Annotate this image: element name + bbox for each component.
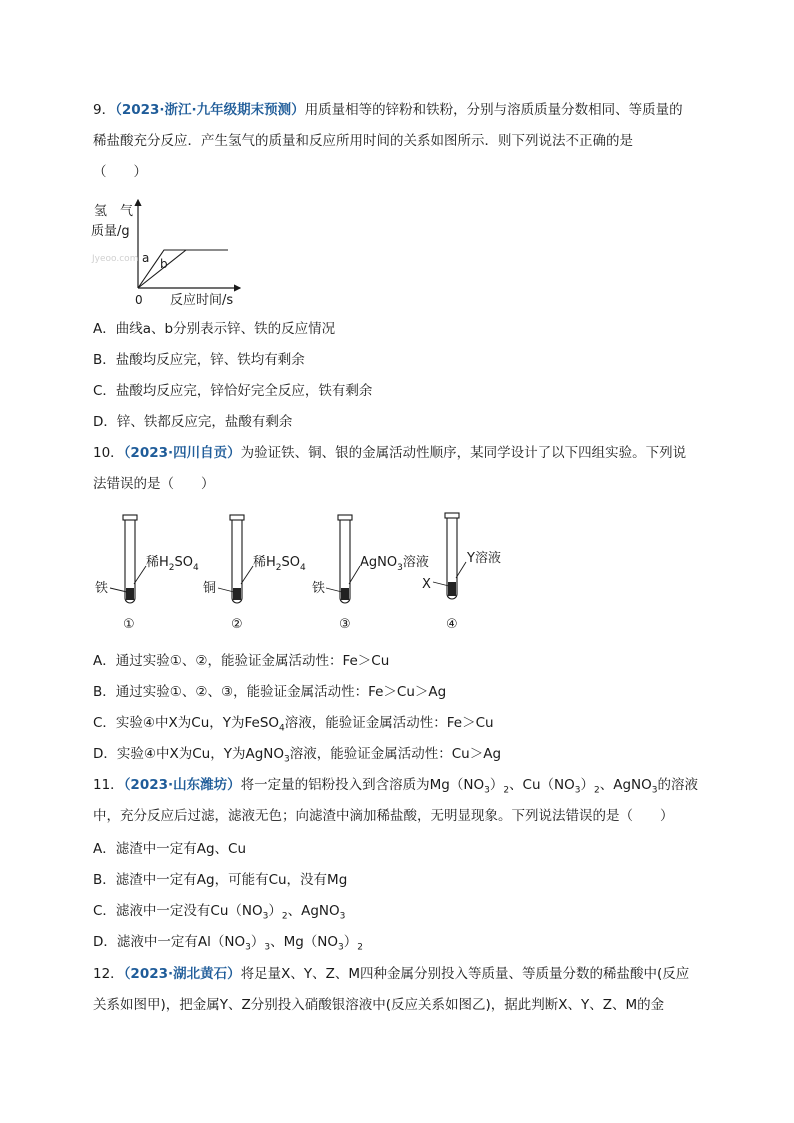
question-text: 、AgNO xyxy=(599,777,652,793)
subscript: 4 xyxy=(193,563,199,573)
subscript: 3 xyxy=(574,785,581,796)
svg-text:AgNO3溶液 xyxy=(360,554,429,573)
option-text: C．实验④中X为Cu，Y为FeSO xyxy=(93,715,280,731)
test-tube-4 xyxy=(422,513,501,632)
question-text: 将一定量的铝粉投入到含溶质为Mg（NO xyxy=(240,777,485,793)
q9-option-c: C．盐酸均反应完，锌恰好完全反应，铁有剩余 xyxy=(93,383,373,399)
solution-label-4: Y溶液 xyxy=(467,551,501,566)
question-text: 、Cu（NO xyxy=(509,777,575,793)
svg-text:稀H2SO4 xyxy=(146,554,199,573)
subscript: 3 xyxy=(339,911,346,922)
question-number: 10． xyxy=(93,445,124,461)
experiment-label-3: ③ xyxy=(339,617,351,632)
subscript: 3 xyxy=(262,911,269,922)
curve-a-line xyxy=(138,250,228,288)
subscript: 4 xyxy=(300,563,306,573)
subscript: 3 xyxy=(484,785,490,796)
question-text: ） xyxy=(489,777,504,793)
svg-text:稀H2SO4 xyxy=(253,554,306,573)
q9-line-1 xyxy=(93,101,683,119)
question-number: 11． xyxy=(93,777,124,793)
hydrogen-mass-graph xyxy=(88,196,258,312)
q11-option-d xyxy=(93,933,363,951)
experiment-label-1: ① xyxy=(123,617,135,632)
question-text: 的溶液 xyxy=(657,777,699,793)
q12-line-1 xyxy=(93,965,689,983)
solution-label-mid: 溶液 xyxy=(402,555,429,570)
q9-option-d: D．锌、铁都反应完，盐酸有剩余 xyxy=(93,414,293,430)
q11-line-1 xyxy=(93,776,698,794)
curve-b-label: b xyxy=(160,257,168,271)
test-tube-2 xyxy=(203,515,306,632)
test-tube-experiments xyxy=(90,510,530,635)
y-axis-label-2: 质量/g xyxy=(91,224,130,239)
solution-label-3: AgNO xyxy=(360,555,398,570)
subscript: 3 xyxy=(338,942,344,953)
q12-line-2: 关系如图甲)，把金属Y、Z分别投入硝酸银溶液中(反应关系如图乙)，据此判断X、Y、Z、M的金 xyxy=(93,997,665,1013)
option-text: ） xyxy=(343,934,358,950)
q9-option-b: B．盐酸均反应完，锌、铁均有剩余 xyxy=(93,352,305,368)
solution-label-mid: SO xyxy=(281,555,300,570)
q10-option-d xyxy=(93,745,501,763)
question-number: 12． xyxy=(93,966,124,982)
question-text: 将足量X、Y、Z、M四种金属分别投入等质量、等质量分数的稀盐酸中(反应 xyxy=(240,966,690,982)
subscript: 3 xyxy=(264,942,271,953)
subscript: 2 xyxy=(281,911,288,922)
curve-a-label: a xyxy=(142,251,150,265)
q11-option-b: B．滤渣中一定有Ag，可能有Cu，没有Mg xyxy=(93,872,348,888)
option-text: D．滤液中一定有Al（NO xyxy=(93,934,246,950)
option-text: 、AgNO xyxy=(287,903,340,919)
question-text: ） xyxy=(580,777,595,793)
y-axis-label-1: 氢 气 xyxy=(94,204,134,219)
metal-label-3: 铁 xyxy=(312,581,326,596)
question-text: 为验证铁、铜、银的金属活动性顺序，某同学设计了以下四组实验。下列说 xyxy=(240,445,687,461)
question-source: （2023·浙江·九年级期末预测） xyxy=(115,102,305,118)
question-source: （2023·四川自贡） xyxy=(123,445,241,461)
question-source: （2023·山东潍坊） xyxy=(123,777,241,793)
q11-option-a: A．滤渣中一定有Ag、Cu xyxy=(93,841,247,857)
subscript: 2 xyxy=(275,563,282,573)
solution-label-1: 稀H xyxy=(146,555,169,570)
subscript: 3 xyxy=(284,754,290,765)
option-text: ） xyxy=(268,903,282,919)
q10-line-2: 法错误的是（ ） xyxy=(93,476,215,492)
x-axis-label: 反应时间/s xyxy=(170,293,234,308)
subscript: 2 xyxy=(594,785,600,796)
question-source: （2023·湖北黄石） xyxy=(123,966,241,982)
option-text: 溶液，能验证金属活动性：Fe＞Cu xyxy=(284,715,494,731)
solution-label-mid: SO xyxy=(174,555,193,570)
option-text: C．滤液中一定没有Cu（NO xyxy=(93,903,263,919)
subscript: 2 xyxy=(503,785,510,796)
q9-line-2: 稀盐酸充分反应．产生氢气的质量和反应所用时间的关系如图所示．则下列说法不正确的是 xyxy=(93,133,633,149)
q11-line-2: 中，充分反应后过滤，滤液无色；向滤渣中滴加稀盐酸，无明显现象。下列说法错误的是（ ） xyxy=(93,808,674,824)
subscript: 2 xyxy=(168,563,175,573)
subscript: 3 xyxy=(397,563,403,573)
q9-answer-paren: （ ） xyxy=(93,164,147,180)
subscript: 3 xyxy=(245,942,251,953)
option-text: 、Mg（NO xyxy=(270,934,339,950)
metal-label-2: 铜 xyxy=(203,581,217,596)
metal-label-4: X xyxy=(422,577,431,592)
q10-option-b: B．通过实验①、②、③，能验证金属活动性：Fe＞Cu＞Ag xyxy=(93,684,447,700)
origin-label: 0 xyxy=(135,293,143,307)
q11-option-c xyxy=(93,902,345,920)
option-text: ） xyxy=(250,934,265,950)
subscript: 4 xyxy=(279,723,285,734)
q10-option-a: A．通过实验①、②，能验证金属活动性：Fe＞Cu xyxy=(93,653,390,669)
q9-option-a: A．曲线a、b分别表示锌、铁的反应情况 xyxy=(93,321,336,337)
experiment-label-4: ④ xyxy=(446,617,458,632)
q10-line-1 xyxy=(93,444,686,462)
subscript: 2 xyxy=(357,942,363,953)
option-text: D．实验④中X为Cu，Y为AgNO xyxy=(93,746,285,762)
test-tube-1 xyxy=(95,515,199,632)
question-text: 用质量相等的锌粉和铁粉，分别与溶质质量分数相同、等质量的 xyxy=(304,102,683,118)
solution-label-2: 稀H xyxy=(253,555,276,570)
option-text: 溶液，能验证金属活动性：Cu＞Ag xyxy=(289,746,502,762)
watermark: Jyeoo.com xyxy=(92,254,139,264)
test-tube-3 xyxy=(312,515,429,632)
question-number: 9． xyxy=(93,102,116,118)
subscript: 3 xyxy=(651,785,658,796)
metal-label-1: 铁 xyxy=(95,581,109,596)
experiment-label-2: ② xyxy=(231,617,243,632)
q10-option-c xyxy=(93,714,494,732)
